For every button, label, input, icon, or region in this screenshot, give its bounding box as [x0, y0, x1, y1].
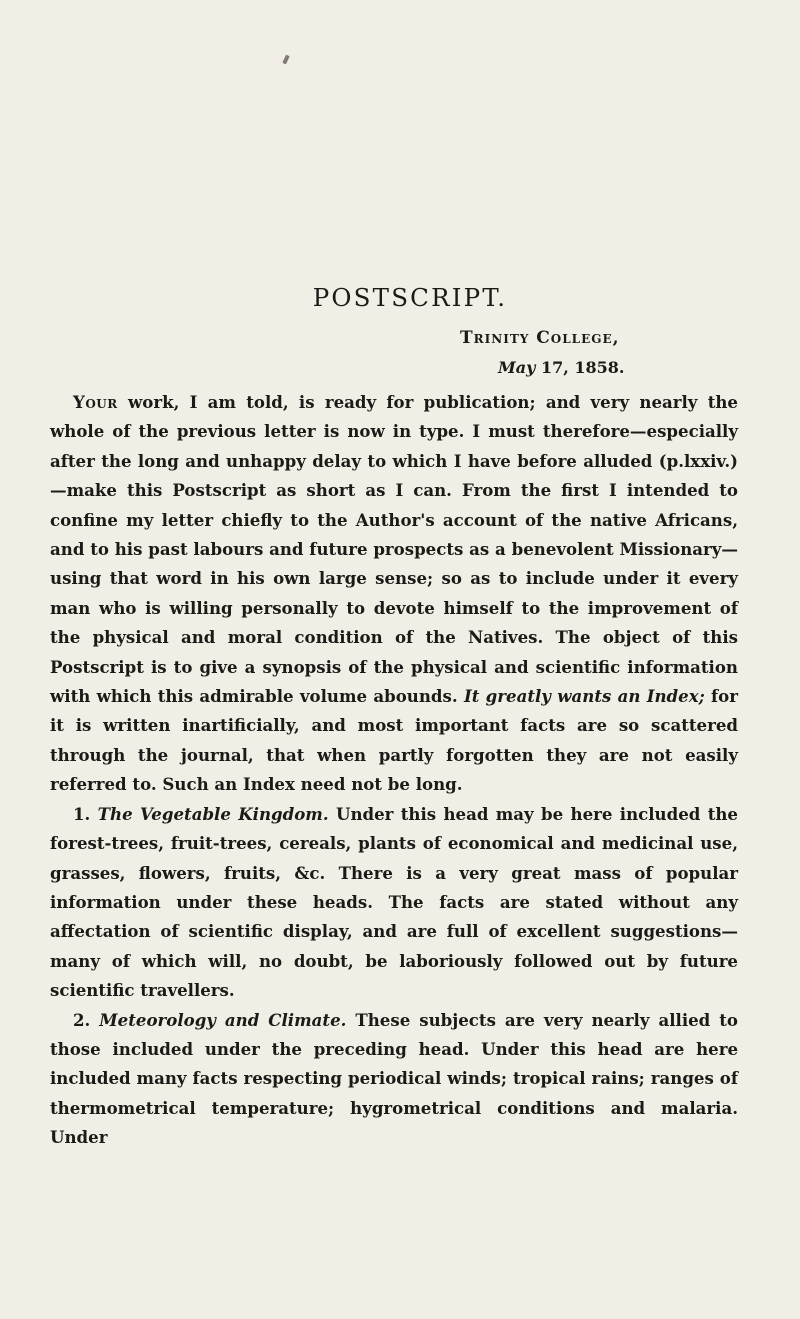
paragraph-text: work, I am told, is ready for publication; and very nearly the whole of the previous letter is now in type. I must therefore—especially after the long and unhappy delay to which I have before alluded (p.lxxiv.)—make this Postscript as short as I can. From the first I intended to confine my letter chiefly to the Author's account of the native Africans, and to his past labours and future prospects as a benevolent Missionary—using that word in his own large sense; so as to include under it every man who is willing personally to devote himself to the improvement of the physical and moral condition of the Natives. The object of this Postscript is to give a synopsis of the physical and scientific information with which this admirable volume abounds.: [50, 392, 738, 707]
section-number: 2.: [73, 1009, 100, 1030]
paragraph-text: Under this head may be here included the forest-trees, fruit-trees, cereals, plants of economical and medicinal use, grasses, flowers, fruits, &c. There is a very great mass of popular information under these heads. The facts are stated without any affectation of scientific display, and are full of excellent suggestions—many of which will, no doubt, be laboriously followed out by future scientific travellers.: [50, 803, 738, 1001]
paragraph-lead-word: Your: [73, 392, 118, 412]
section-number: 1.: [73, 803, 98, 824]
ink-speck: [282, 55, 289, 65]
paragraph-vegetable-kingdom: [50, 800, 738, 1006]
paragraph-intro: [50, 388, 738, 800]
section-title: The Vegetable Kingdom.: [97, 803, 329, 824]
dateline-date: [498, 353, 624, 383]
section-title: Meteorology and Climate.: [99, 1009, 347, 1030]
dateline: [460, 323, 624, 383]
paragraph-text: These subjects are very nearly allied to those included under the preceding head. Under this head are here included many facts respecting periodical winds; tropical rains; ranges of thermometrical temperature; hygrometrical conditions and malaria. Under: [50, 1009, 738, 1148]
paragraph-meteorology: [50, 1006, 738, 1153]
paragraph-text: for it is written inartificially, and most important facts are so scattered through the journal, that when partly forgotten they are not easily referred to. Such an Index need not be long.: [50, 686, 738, 795]
page-heading: POSTSCRIPT.: [312, 283, 508, 312]
dateline-day-year: 17, 1858.: [535, 358, 625, 377]
paragraph-italic: It greatly wants an Index;: [463, 686, 705, 707]
dateline-month: May: [498, 358, 536, 377]
dateline-college: Trinity College,: [460, 328, 620, 348]
body-text: [50, 388, 738, 1153]
